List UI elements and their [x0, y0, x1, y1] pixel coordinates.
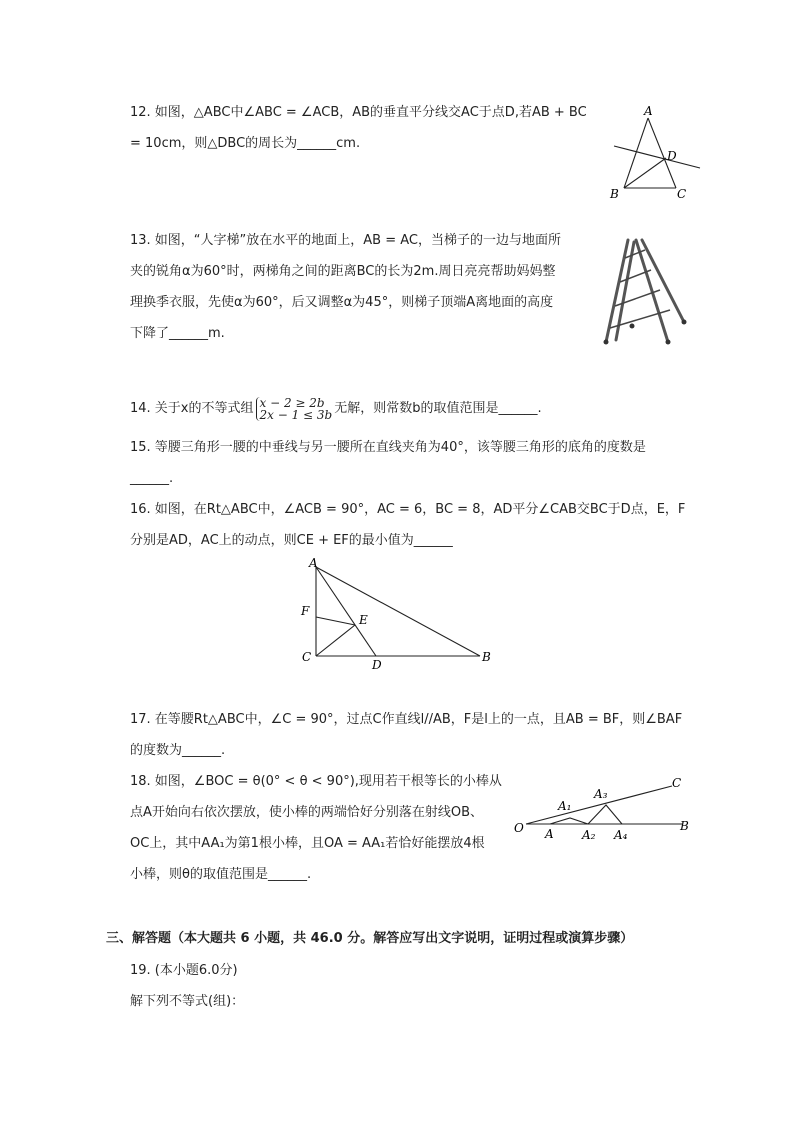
question-18-line-3: OC上，其中AA₁为第1根小棒，且OA = AA₁若恰好能摆放4根 [130, 836, 485, 851]
question-13-line-3: 理换季衣服，先使α为60°，后又调整α为45°，则梯子顶端A离地面的高度 [130, 295, 554, 310]
inequality-system [256, 397, 333, 421]
inequality-2: 2x − 1 ≤ 3b [259, 407, 333, 422]
question-13 [130, 225, 561, 349]
label-B: B [610, 187, 619, 201]
figure-q12-triangle [600, 100, 710, 205]
question-19 [130, 955, 244, 1017]
question-18-line-2: 点A开始向右依次摆放，使小棒的两端恰好分别落在射线OB、 [130, 805, 484, 820]
label-B: B [482, 650, 491, 664]
label-A4: A₄ [614, 828, 628, 842]
label-O: O [514, 821, 524, 835]
question-18-line-1: 18. 如图，∠BOC = θ(0° < θ < 90°),现用若干根等长的小棒从 [130, 774, 502, 789]
label-C: C [672, 776, 682, 790]
question-12-line-1: 12. 如图，△ABC中∠ABC = ∠ACB，AB的垂直平分线交AC于点D,若AB + BC [130, 105, 587, 120]
label-A1: A₁ [558, 799, 572, 813]
section-heading: 三、解答题（本大题共 6 小题，共 46.0 分。解答应写出文字说明，证明过程或演算步骤） [106, 931, 634, 946]
label-D: D [667, 149, 677, 163]
inequality-1: x − 2 ≥ 2b [259, 395, 325, 410]
label-D: D [372, 658, 382, 672]
question-18-line-4: 小棒，则θ的取值范围是______. [130, 867, 312, 882]
label-E: E [359, 613, 368, 627]
question-14 [130, 392, 542, 426]
question-15 [130, 432, 646, 494]
label-C: C [677, 187, 687, 201]
question-14-suffix: 无解，则常数b的取值范围是______. [334, 401, 542, 416]
question-14-prefix: 14. 关于x的不等式组 [130, 401, 254, 416]
question-16 [130, 494, 685, 556]
figure-q13-ladder [598, 230, 698, 350]
question-16-line-2: 分别是AD，AC上的动点，则CE + EF的最小值为______ [130, 533, 453, 548]
question-13-line-2: 夹的锐角α为60°时，两梯角之间的距离BC的长为2m.周日亮亮帮助妈妈整 [130, 264, 556, 279]
question-17 [130, 704, 682, 766]
label-F: F [301, 604, 310, 618]
question-13-line-4: 下降了______m. [130, 326, 225, 341]
question-19-instruction: 解下列不等式(组)： [130, 994, 245, 1009]
label-C: C [302, 650, 312, 664]
figure-q18-rays [510, 770, 700, 850]
question-19-title: 19. (本小题6.0分) [130, 963, 238, 978]
question-18 [130, 766, 502, 890]
label-B: B [680, 819, 689, 833]
label-A: A [545, 827, 554, 841]
label-A: A [644, 104, 653, 118]
label-A: A [309, 556, 318, 570]
question-16-line-1: 16. 如图，在Rt△ABC中，∠ACB = 90°，AC = 6，BC = 8，AD平分∠CAB交BC于D点，E，F [130, 502, 686, 517]
question-12 [130, 97, 587, 159]
question-12-line-2: = 10cm，则△DBC的周长为______cm. [130, 136, 361, 151]
question-15-line-1: 15. 等腰三角形一腰的中垂线与另一腰所在直线夹角为40°，该等腰三角形的底角的度数是 [130, 440, 646, 455]
figure-q16-right-triangle [295, 555, 505, 675]
question-17-line-1: 17. 在等腰Rt△ABC中，∠C = 90°，过点C作直线l//AB，F是l上的一点，且AB = BF，则∠BAF [130, 712, 683, 727]
question-13-line-1: 13. 如图，“人字梯”放在水平的地面上，AB = AC，当梯子的一边与地面所 [130, 233, 561, 248]
question-15-line-2: ______. [130, 471, 174, 486]
question-17-line-2: 的度数为______. [130, 743, 226, 758]
label-A2: A₂ [582, 828, 596, 842]
label-A3: A₃ [594, 787, 608, 801]
